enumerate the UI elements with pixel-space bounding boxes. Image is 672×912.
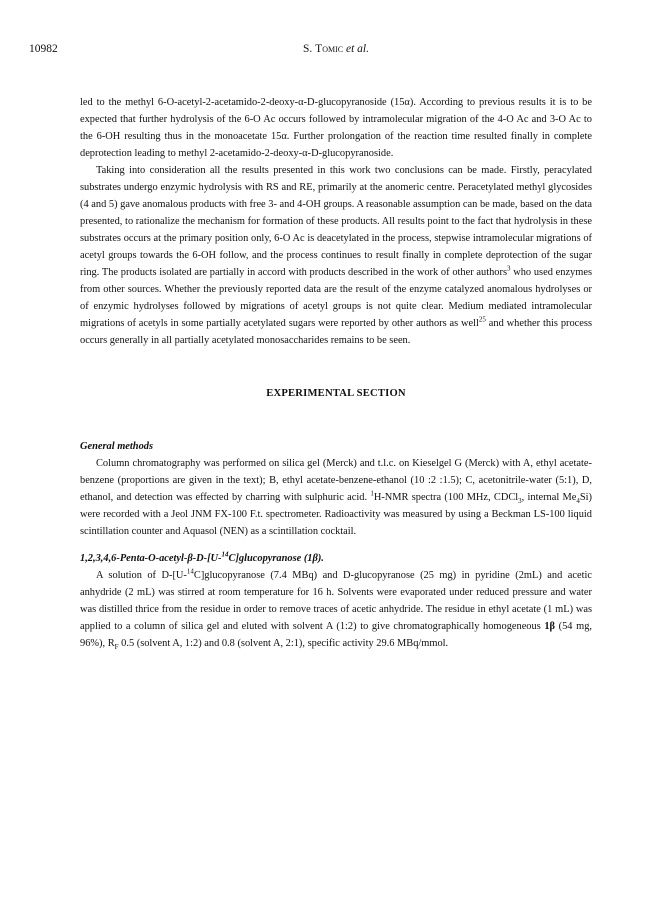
conclusions-text-b: who used enzymes from other sources. Whether the previously reported data are the result of the enzyme catalyzed anomalous hydrolyses or of enzymic hydrolyses followed by migrations of acetyl groups is not quite clear. Medium mediated intramolecular migrations of acetyls in some partially acetylated sugars were reported by other authors as well [80, 267, 592, 329]
compound-sup: 14 [186, 567, 194, 576]
author-name: Tomic [315, 43, 344, 55]
subheading-compound-1b [80, 550, 592, 567]
cdcl3-sub: 3 [518, 497, 522, 506]
author-prefix: S. [303, 43, 316, 55]
ref-25: 25 [478, 315, 486, 324]
paragraph-intro-1: led to the methyl 6-O-acetyl-2-acetamido-2-deoxy-α-D-glucopyranoside (15α). According to previous results it is to be expected that further hydrolysis of the 6-O Ac occurs followed by intramolecular migration of the 4-O Ac and 3-O Ac to the 6-OH resulting thus in the monoacetate 15α. Further prolongation of the reaction time resulted finally in complete deprotection leading to methyl 2-acetamido-2-deoxy-α-D-glucopyranoside. [80, 97, 592, 159]
paragraph-conclusions [80, 162, 592, 349]
conclusions-text-a: Taking into consideration all the results presented in this work two conclusions can be made. Firstly, peracylated substrates undergo enzymic hydrolysis with RS and RE, primarily at the anomeric centre. Peracetylated methyl glycosides (4 and 5) gave anomalous products with free 3- and 4-OH groups. A reasonable assumption can be made, based on the data presented, to rationalize the mechanism for formation of these products. All results point to the fact that hydrolysis in these substrates occurs at the primary position only, 6-O Ac is deacetylated in the process, stepwise intramolecular migrations of acetyl groups towards the 6-OH follow, and the process continues to result finally in complete deprotection of the sugar ring. The products isolated are partially in accord with products described in the work of other authors [80, 165, 592, 278]
subheading-general-methods: General methods [80, 441, 154, 452]
compound-heading-b: C]glucopyranose (1β). [228, 553, 324, 564]
nmr-sup: 1 [370, 489, 374, 498]
body-text [80, 94, 592, 652]
compound-text-c: (54 mg, 96%), R [80, 621, 592, 649]
rf-sub: F [114, 643, 119, 652]
general-text-a: Column chromatography was performed on silica gel (Merck) and t.l.c. on Kieselgel G (Merck) with A, ethyl acetate-benzene (proportions are given in the text); B, ethyl acetate-benzene-ethanol (10 :2 :1.5); C, acetonitrile-water (5:1), D, ethanol, and detection was effected by charring with sulphuric acid. [80, 458, 592, 503]
running-head [0, 43, 672, 55]
me4si-sub: 4 [576, 497, 580, 506]
compound-heading-a: 1,2,3,4,6-Penta-O-acetyl-β-D-[U- [80, 553, 222, 564]
ref-3: 3 [507, 264, 511, 273]
general-text-b: H-NMR spectra (100 MHz, CDCl [373, 492, 519, 503]
general-text-d: Si) were recorded with a Jeol JNM FX-100 F.t. spectrometer. Radioactivity was measured by using a Beckman LS-100 liquid scintillation counter and Aquasol (NEN) as a scintillation cocktail. [80, 492, 592, 537]
compound-text-b: C]glucopyranose (7.4 MBq) and D-glucopyranose (25 mg) in pyridine (2mL) and acetic anhydride (2 mL) was stirred at room temperature for 16 h. Solvents were evaporated under reduced pressure and water was distilled thrice from the residue in order to remove traces of acetic anhydride. The residue in ethyl acetate (1 mL) was applied to a column of silica gel and eluted with solvent A (1:2) to give chromatographically homogeneous [80, 570, 592, 632]
page-number: 10982 [29, 43, 58, 55]
conclusions-text-c: and whether this process occurs generally in all partially acetylated monosaccharides remains to be seen. [80, 318, 592, 346]
compound-heading-sup: 14 [221, 550, 229, 559]
compound-text-d: 0.5 (solvent A, 1:2) and 0.8 (solvent A, 2:1), specific activity 29.6 MBq/mmol. [118, 638, 449, 649]
general-text-c: , internal Me [521, 492, 577, 503]
author-etal: et al. [343, 43, 369, 55]
paragraph-compound-1b [80, 567, 592, 652]
compound-text-a: A solution of D-[U- [96, 570, 187, 581]
section-title: EXPERIMENTAL SECTION [266, 388, 406, 399]
paragraph-general-methods [80, 455, 592, 540]
compound-1b-bold: 1β [544, 621, 556, 632]
